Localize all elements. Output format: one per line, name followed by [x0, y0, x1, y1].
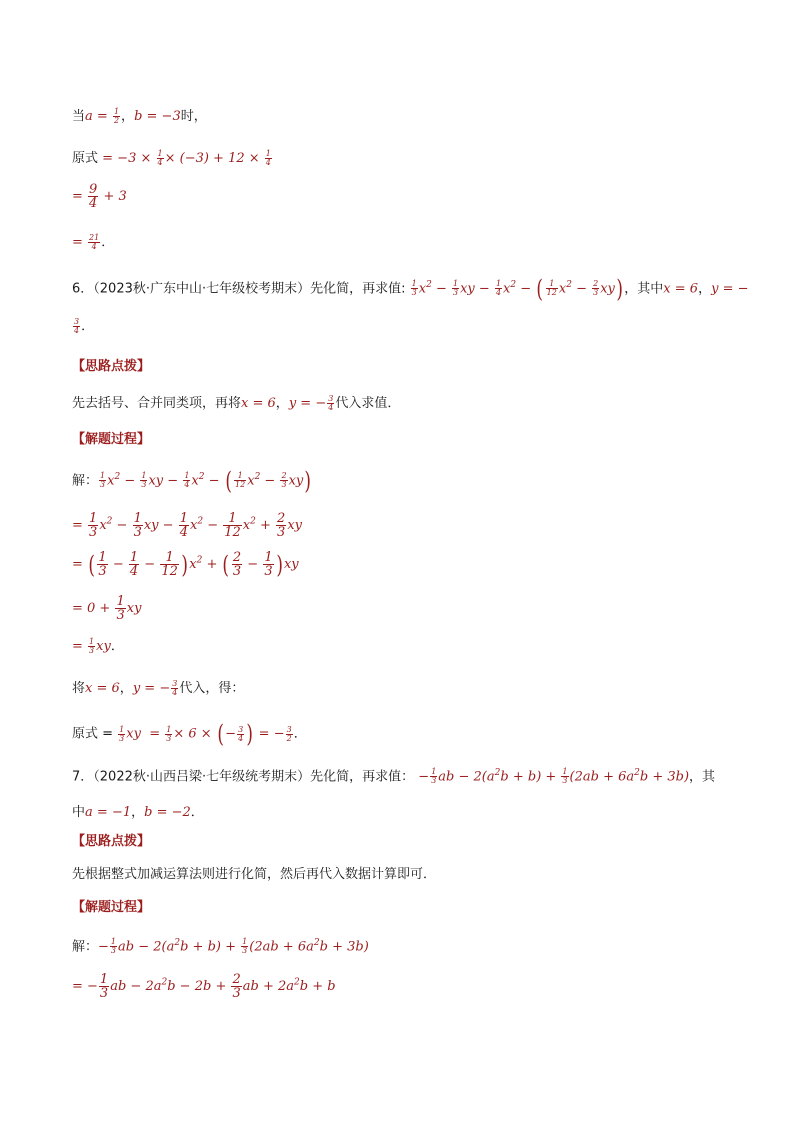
question-7: 7．（2022秋·山西吕梁·七年级统考期末）先化简，再求值： − $\frac{1}{3}$ ab − $2(a^2b + b)$ + $\frac{1}{3}$ $(2ab + 6a^2b + 3b)$，其 — [72, 767, 716, 786]
q7-number: 7． — [72, 769, 94, 785]
solution-line-2: = $\frac{1}{3}$ $x^2$ − $\frac{1}{3}$ xy − $\frac{1}{4}$ $x^2$ − $\frac{1}{12}$ $x^2$ + $\frac{2}{3}$ xy — [72, 511, 302, 540]
solution-line-1: 解： $\frac{1}{3}$ $x^2$ − $\frac{1}{3}$ xy − $\frac{1}{4}$ $x^2$ − ( $\frac{1}{12}$ $x^2$ − $\frac{2}{3}$ xy) — [72, 466, 312, 495]
q7-solution-line-2: = − $\frac{1}{3}$ ab − $2a^2b - 2b$ + $\frac{2}{3}$ ab + $2a^2b + b$ — [72, 972, 336, 1001]
q6-source: （2023秋·广东中山·七年级校考期末）先化简，再求值: — [93, 281, 406, 297]
q7-hint-text: 先根据整式加减运算法则进行化简，然后再代入数据计算即可． — [72, 867, 437, 882]
q6-number: 6． — [72, 281, 94, 297]
solution-line-4: = 0 + $\frac{1}{3}$ xy — [72, 594, 142, 623]
q7-solution-line-1: 解：− $\frac{1}{3}$ ab − $2(a^2b + b)$ + $\frac{1}{3}$ $(2ab + 6a^2b + 3b)$ — [72, 937, 369, 956]
q6-continued: $\frac{3}{4}$ ． — [74, 317, 95, 335]
hint-heading-2: 【思路点拨】 — [72, 834, 151, 849]
result-line: = $\frac{21}{4}$ ． — [72, 233, 115, 251]
substitute-line: 将x = 6，y = − $\frac{3}{4}$ 代入，得： — [72, 679, 245, 697]
given-values-line: 当a = $\frac{1}{2}$ ，b = −3时， — [72, 107, 207, 125]
question-6: 6．（2023秋·广东中山·七年级校考期末）先化简，再求值: $\frac{1}{3}$ $x^2$ − $\frac{1}{3}$ xy − $\frac{1}{4}$ $x^2$ − ( $\frac{1}{12}$ $x^2$ − $\frac{2}{3}$ xy)，其中x = 6，y = − — [72, 274, 749, 303]
q7-continued: 中a = −1，b = −2． — [72, 805, 204, 820]
solution-line-3: = ( $\frac{1}{3}$ − $\frac{1}{4}$ − $\frac{1}{12}$ )$x^2$ + ( $\frac{2}{3}$ − $\frac{1}{3}$ )xy — [72, 550, 299, 579]
substitution-line: 原式 = −3 × $\frac{1}{4}$ × (−3) + 12 × $\frac{1}{4}$ — [72, 149, 271, 167]
solution-line-5: = $\frac{1}{3}$ xy． — [72, 637, 124, 655]
process-heading: 【解题过程】 — [72, 432, 151, 447]
hint-heading: 【思路点拨】 — [72, 359, 151, 374]
q7-source: （2022秋·山西吕梁·七年级统考期末）先化简，再求值： — [93, 769, 415, 785]
final-result-line: 原式 = $\frac{1}{3}$ xy = $\frac{1}{3}$ × 6 × (− $\frac{3}{4}$ ) = − $\frac{3}{2}$ ． — [72, 720, 307, 748]
process-heading-2: 【解题过程】 — [72, 900, 151, 915]
step-line-1: = $\frac{9}{4}$ + 3 — [72, 182, 127, 211]
q6-hint-text: 先去括号、合并同类项，再将x = 6，y = − $\frac{3}{4}$ 代入求值． — [72, 394, 401, 412]
